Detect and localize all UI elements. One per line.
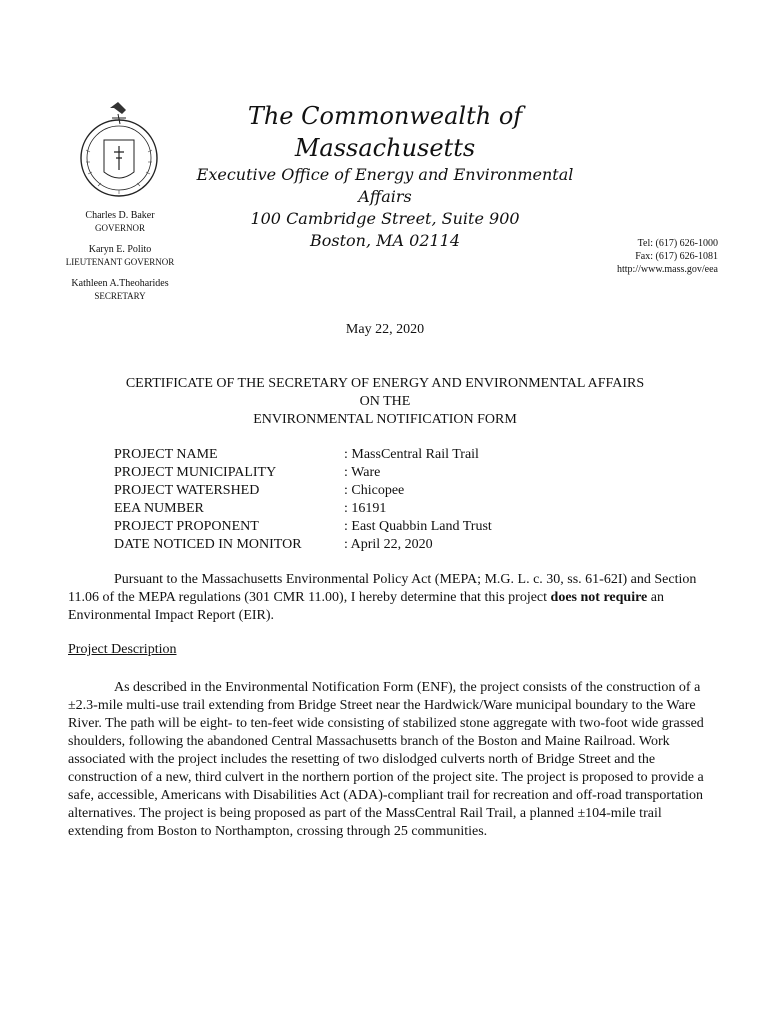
certificate-title [0,375,770,429]
project-description-paragraph: As described in the Environmental Notification Form (ENF), the project consists of the construction of a ±2.3-mile multi-use trail extending from Bridge Street near the Hardwick/Ware municipal boundary to the Ware River. The path will be eight- to ten-feet wide consisting of stabilized stone aggregate with two-foot wide grassed shoulders, following the abandoned Central Massachusetts branch of the Boston and Maine Railroad. Work associated with the project includes the resetting of two dislodged culverts north of Bridge Street and the construction of a new, third culvert in the northern portion of the project site. The project is proposed to provide a safe, accessible, Americans with Disabilities Act (ADA)-compliant trail for recreation and off-road transportation alternatives. The project is being proposed as part of the MassCentral Rail Trail, a planned ±104-mile trail extending from Boston to Northampton, crossing through 25 communities. [68,680,704,839]
determination-paragraph [68,571,708,625]
section-heading-project-description: Project Description [68,642,177,657]
letterhead [180,100,590,252]
contact-info [617,237,718,276]
project-info-label: PROJECT NAME [114,447,218,462]
table-row [114,464,492,482]
certificate-title-line: ENVIRONMENTAL NOTIFICATION FORM [253,412,517,427]
official-role: LIEUTENANT GOVERNOR [65,257,175,267]
certificate-title-line: CERTIFICATE OF THE SECRETARY OF ENERGY AND ENVIRONMENTAL AFFAIRS [125,376,645,391]
determination-emphasis: does not require [550,590,648,605]
table-row [114,518,492,536]
determination-text-end: an Environmental Impact Report (EIR). [68,590,664,623]
determination-text: Pursuant to the Massachusetts Environmental Policy Act (MEPA; M.G. L. c. 30, ss. 61-62I) and Section 11.06 of the MEPA regulations (301 CMR 11.00), I hereby determine that this project [68,572,697,605]
project-info-value: : East Quabbin Land Trust [344,519,492,534]
project-info-label: PROJECT MUNICIPALITY [114,465,277,480]
certificate-title-line: ON THE [359,394,411,409]
official-name: Charles D. Baker [85,210,155,221]
official-lieutenant-governor [40,244,200,268]
table-row [114,482,492,500]
contact-tel: Tel: (617) 626-1000 [637,238,718,249]
project-info-table [114,446,492,554]
contact-web: http://www.mass.gov/eea [616,264,718,275]
project-info-label: PROJECT WATERSHED [114,483,260,498]
table-row [114,500,492,518]
letterhead-city: Boston, MA 02114 [309,231,461,250]
project-info-value: : MassCentral Rail Trail [344,447,479,462]
project-info-label: EEA NUMBER [114,501,204,516]
project-info-value: : April 22, 2020 [344,537,433,552]
official-role: SECRETARY [94,291,146,301]
project-info-label: PROJECT PROPONENT [114,519,259,534]
official-name: Kathleen A.Theoharides [71,278,169,289]
letterhead-street: 100 Cambridge Street, Suite 900 [250,209,520,228]
official-secretary [40,278,200,302]
official-name: Karyn E. Polito [88,244,152,255]
letterhead-title: The Commonwealth of Massachusetts [247,102,523,162]
officials-list [40,210,200,312]
project-info-label: DATE NOTICED IN MONITOR [114,537,302,552]
table-row [114,536,492,554]
commonwealth-seal-icon [74,100,164,200]
contact-fax: Fax: (617) 626-1081 [635,251,718,262]
table-row [114,446,492,464]
letterhead-office: Executive Office of Energy and Environmental Affairs [196,165,574,206]
official-governor [40,210,200,234]
project-info-value: : Ware [344,465,381,480]
project-info-value: : 16191 [344,501,387,516]
project-info-value: : Chicopee [344,483,405,498]
document-date: May 22, 2020 [345,322,425,337]
official-role: GOVERNOR [94,223,145,233]
